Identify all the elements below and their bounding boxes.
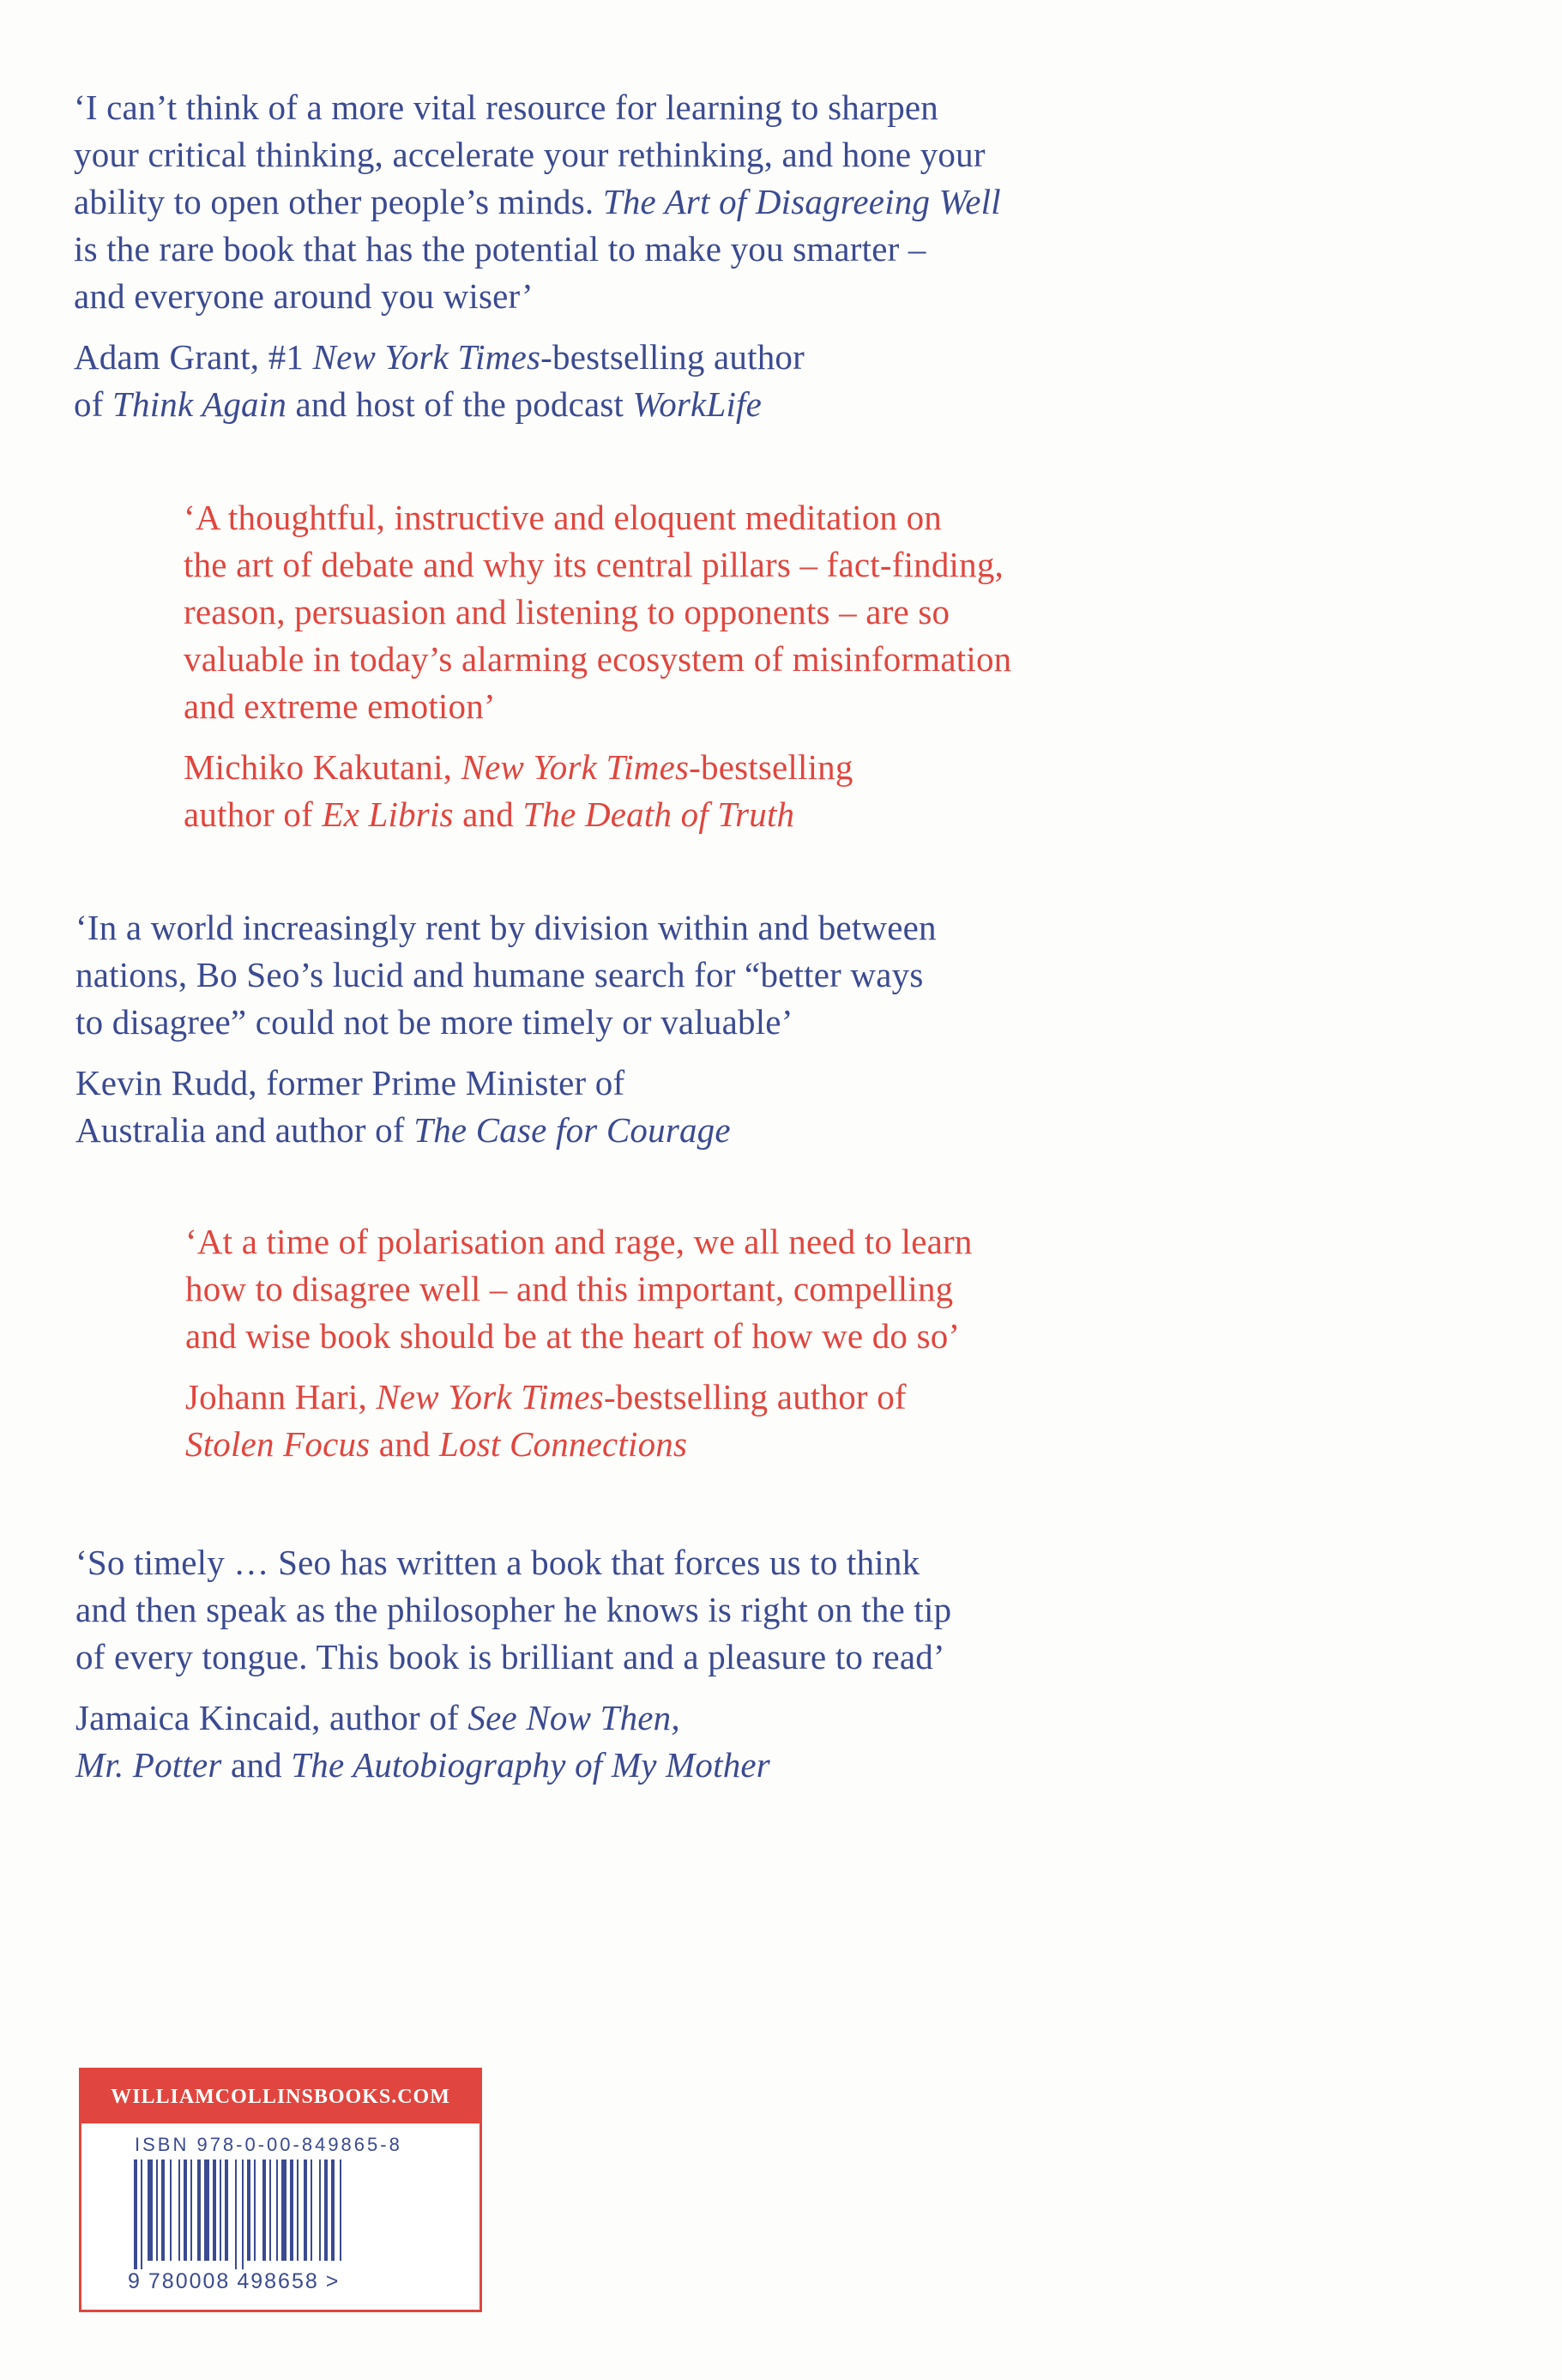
blurb-johann-hari	[185, 1218, 1112, 1468]
book-title: Stolen Focus	[185, 1424, 371, 1464]
barcode-bar	[156, 2160, 158, 2261]
quote-line: your critical thinking, accelerate your rethinking, and hone your	[74, 135, 986, 174]
quote-line: to disagree” could not be more timely or valuable’	[75, 1002, 793, 1042]
barcode-bar	[247, 2160, 250, 2261]
quote-line: ‘A thoughtful, instructive and eloquent meditation on	[184, 498, 942, 537]
barcode-bar	[276, 2160, 278, 2261]
blurb-jamaica-kincaid	[75, 1539, 1088, 1789]
quote-line: reason, persuasion and listening to opponents – are so	[184, 592, 950, 631]
quote-line: how to disagree well – and this important, compelling	[185, 1269, 954, 1308]
barcode-bar	[235, 2160, 237, 2269]
barcode-bar	[213, 2160, 216, 2261]
barcode-bar	[134, 2160, 137, 2269]
barcode-digits	[128, 2269, 340, 2294]
barcode-digit-lead: 9	[128, 2269, 142, 2293]
barcode-panel	[79, 2068, 482, 2312]
book-title: See Now Then,	[467, 1698, 680, 1737]
barcode-bar	[220, 2160, 221, 2261]
book-title: Mr. Potter	[75, 1745, 222, 1785]
publication-title: New York Times	[461, 747, 690, 787]
quote-attribution: Kevin Rudd, former Prime Minister of Australia and author of The Case for Courage	[75, 1063, 731, 1150]
quote-line: ‘At a time of polarisation and rage, we all need to learn	[185, 1222, 973, 1261]
barcode-digit-trail: >	[325, 2269, 341, 2293]
barcode-bar	[161, 2160, 165, 2261]
quote-attribution: Adam Grant, #1 New York Times-bestselling author of Think Again and host of the podcast WorkLife	[74, 337, 805, 424]
publication-title: New York Times	[376, 1377, 604, 1417]
book-title: Ex Libris	[322, 794, 454, 834]
quote-line: and extreme emotion’	[184, 686, 496, 726]
barcode-bar	[204, 2160, 209, 2261]
isbn-label: ISBN 978-0-00-849865-8	[135, 2134, 402, 2155]
barcode-bar	[297, 2160, 299, 2261]
barcode-bar	[262, 2160, 266, 2261]
barcode-bar	[242, 2160, 244, 2269]
quote-line: nations, Bo Seo’s lucid and humane search for “better ways	[75, 955, 924, 994]
quote-line: valuable in today’s alarming ecosystem of misinformation	[184, 639, 1012, 679]
book-title: The Art of Disagreeing Well	[602, 182, 1001, 221]
quote-attribution: Johann Hari, New York Times-bestselling author of Stolen Focus and Lost Connections	[185, 1377, 907, 1464]
barcode-bar	[340, 2160, 341, 2261]
book-title: The Death of Truth	[522, 794, 795, 834]
barcode-bar	[170, 2160, 172, 2261]
barcode-digits-left: 780008	[148, 2269, 231, 2293]
quote-line: ‘I can’t think of a more vital resource for learning to sharpen	[74, 88, 938, 127]
barcode-bar	[148, 2160, 153, 2261]
barcode-bar	[324, 2160, 328, 2261]
quote-line: ‘In a world increasingly rent by division within and between	[75, 908, 937, 947]
barcode-bar	[319, 2160, 321, 2261]
barcode-bar	[290, 2160, 293, 2261]
quote-attribution: Michiko Kakutani, New York Times-bestselling author of Ex Libris and The Death of Truth	[184, 747, 853, 834]
book-title: Lost Connections	[439, 1424, 688, 1464]
barcode-bar	[197, 2160, 201, 2261]
podcast-title: WorkLife	[632, 384, 763, 424]
publisher-website: WILLIAMCOLLINSBOOKS.COM	[81, 2070, 479, 2123]
quote-line: of every tongue. This book is brilliant and a pleasure to read’	[75, 1637, 945, 1676]
book-title: The Case for Courage	[413, 1110, 731, 1150]
barcode-bar	[184, 2160, 187, 2261]
barcode-icon	[129, 2160, 386, 2271]
barcode-bar	[141, 2160, 142, 2269]
blurb-adam-grant	[74, 84, 1103, 428]
barcode-bar	[281, 2160, 286, 2261]
barcode-bar	[190, 2160, 192, 2261]
quote-line: the art of debate and why its central pillars – fact-finding,	[184, 545, 1004, 584]
barcode-bar	[178, 2160, 180, 2261]
quote-line: ‘So timely … Seo has written a book that forces us to think	[75, 1543, 920, 1582]
barcode-bar	[311, 2160, 312, 2261]
quote-line: and then speak as the philosopher he knows is right on the tip	[75, 1590, 952, 1629]
quote-attribution: Jamaica Kincaid, author of See Now Then, Mr. Potter and The Autobiography of My Mother	[75, 1698, 770, 1785]
barcode-bar	[331, 2160, 335, 2261]
blurb-kevin-rudd	[75, 904, 1062, 1154]
barcode-bar	[269, 2160, 271, 2261]
book-title: Think Again	[112, 384, 287, 424]
book-title: The Autobiography of My Mother	[291, 1745, 770, 1785]
quote-line: and wise book should be at the heart of how we do so’	[185, 1316, 961, 1356]
publication-title: New York Times	[312, 337, 541, 377]
blurb-michiko-kakutani	[184, 494, 1144, 838]
barcode-bar	[304, 2160, 307, 2261]
quote-line: is the rare book that has the potential to make you smarter –	[74, 229, 926, 269]
barcode-bar	[254, 2160, 256, 2261]
barcode-bar	[225, 2160, 228, 2261]
quote-line: and everyone around you wiser’	[74, 276, 534, 316]
quote-line: ability to open other people’s minds.	[74, 182, 594, 221]
barcode-digits-right: 498658	[237, 2269, 319, 2293]
